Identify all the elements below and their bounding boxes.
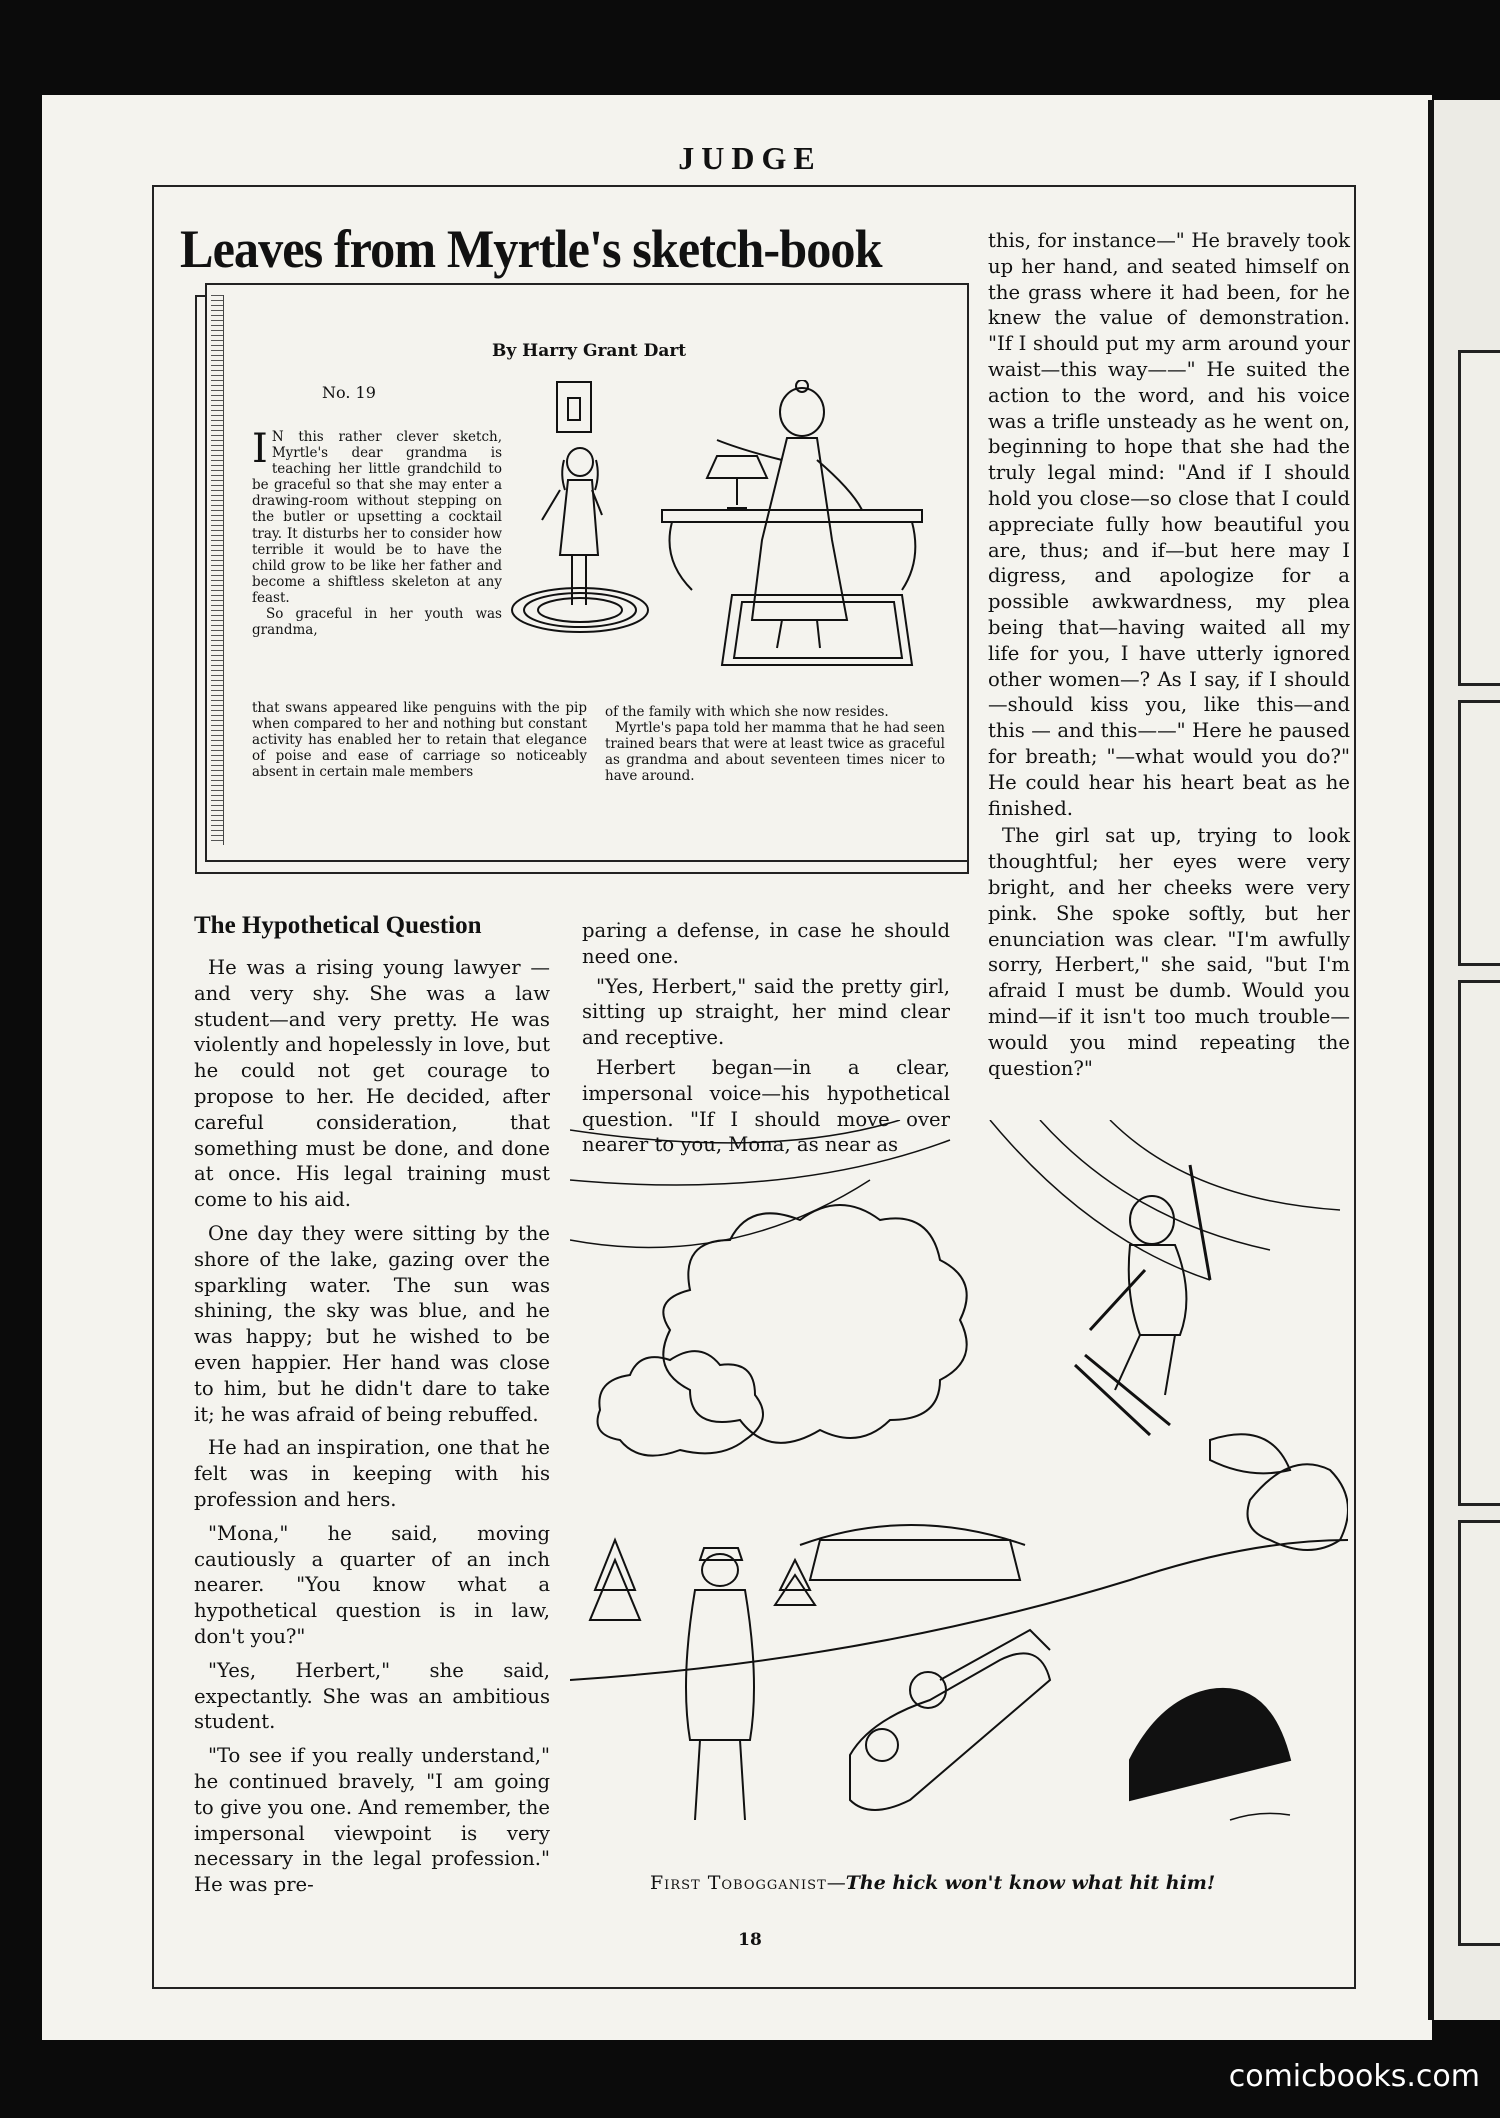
table (662, 510, 922, 522)
snowy-house (810, 1540, 1020, 1580)
lamp-shade (707, 456, 767, 478)
tobogganist-2-head (866, 1729, 898, 1761)
adjacent-page-edge (1428, 100, 1500, 2020)
myrtle-text-top: I N this rather clever sketch, Myrtle's dear grandma is teaching her little grandchild to be graceful so that she may enter a drawing-room without stepping on the butler or upsetting a cocktail tray. It disturbs her to consider how terrible it would be to have the child grow to be like her father and become a shiftless skeleton at any feast. So graceful in her youth was grandma, (252, 426, 502, 639)
myrtle-title: Leaves from Myrtle's sketch-book (180, 219, 882, 279)
cartoon-caption: First Tobogganist—The hick won't know what hit him! (650, 1872, 1216, 1894)
skis (1075, 1355, 1170, 1435)
story-column-1: He was a rising young lawyer —and very shy. She was a law student—and very pretty. He was violently and hopelessly in love, but he could not get courage to propose to her. He decided, after careful consideration, that something must be done, and done at once. His legal training must come to his aid. One day they were sitting by the shore of the lake, gazing over the sparkling water. The sun was shining, the sky was blue, and he was happy; but he wished to be even happier. Her hand was close to him, but he didn't dare to take it; he was afraid of being rebuffed. He had an inspiration, one that he felt was in keeping with his profession and hers. "Mona," he said, moving cautiously a quarter of an inch nearer. "You know what a hypothetical question is in law, don't you?" "Yes, Herbert," she said, expectantly. She was an ambitious student. "To see if you really understand," he continued bravely, "I am going to give you one. And remember, the impersonal viewpoint is very necessary in the legal profession." He was pre- (194, 956, 550, 1897)
book-spine (211, 295, 224, 845)
pine-tree-left (590, 1540, 640, 1620)
cloud (663, 1205, 966, 1443)
square-rug (722, 595, 912, 665)
grandma-head (780, 388, 824, 436)
skier-head (1130, 1196, 1174, 1244)
page-number: 18 (738, 1930, 762, 1950)
watermark: comicbooks.com (1228, 2059, 1480, 2094)
toboggan-cartoon-illustration (570, 1120, 1348, 1850)
myrtle-text-bottom-right: of the family with which she now resides. Myrtle's papa told her mamma that he had seen trained bears that were at least twice as graceful as grandma and about seventeen times nicer to have around. (605, 704, 945, 785)
sketch-number: No. 19 (322, 383, 376, 402)
picture-frame (557, 382, 591, 432)
myrtle-text-bottom-left: that swans appeared like penguins with the pip when compared to her and nothing but constant activity has enabled her to retain that elegance of poise and ease of carriage so noticeably absent in certain male members (252, 700, 587, 781)
tobogganist-1-head (910, 1672, 946, 1708)
story-column-2: paring a defense, in case he should need one. "Yes, Herbert," said the pretty girl, sitting up straight, her mind clear and receptive. Herbert began—in a clear, impersonal voice—his hypothetical question. "If I should move over nearer to you, Mona, as near as (582, 919, 950, 1157)
ski-pole (1090, 1165, 1210, 1330)
grandma-sketch-illustration (502, 380, 962, 710)
girl-head (567, 448, 593, 476)
round-rug (512, 588, 648, 632)
dark-bush (1130, 1689, 1290, 1800)
sketch-book (195, 295, 965, 870)
byline: By Harry Grant Dart (492, 341, 687, 361)
drop-cap: I (252, 426, 268, 472)
story-title: The Hypothetical Question (194, 912, 482, 939)
grandma-dress (752, 438, 847, 620)
hick-head (702, 1554, 738, 1586)
pine-tree-right (775, 1560, 815, 1605)
masthead: JUDGE (678, 140, 822, 176)
story-column-3: this, for instance—" He bravely took up her hand, and seated himself on the grass where it had been, for he knew the value of demonstration. "If I should put my arm around your waist—this way——" He suited the action to the word, and his voice was a trifle unsteady as he went on, beginning to hope that she had the truly legal mind: "And if I should hold you close—so close that I could appreciate fully how beautiful you are, thus; and if—but here may I digress, and apologize for a possible awkwardness, my plea being that—having waited all my life for you, I have utterly ignored other women—? As I say, if I should —should kiss you, like this—and this — and this——" Here he paused for breath; "—what would you do?" He could hear his heart beat as he finished. The girl sat up, trying to look thoughtful; her eyes were very bright, and her cheeks were very pink. She spoke softly, but her enunciation was clear. "I'm awfully sorry, Herbert," she said, "but I'm afraid I must be dumb. Would you mind—if it isn't too much trouble—would you mind repeating the question?" (988, 229, 1350, 1080)
toboggan (850, 1653, 1050, 1810)
